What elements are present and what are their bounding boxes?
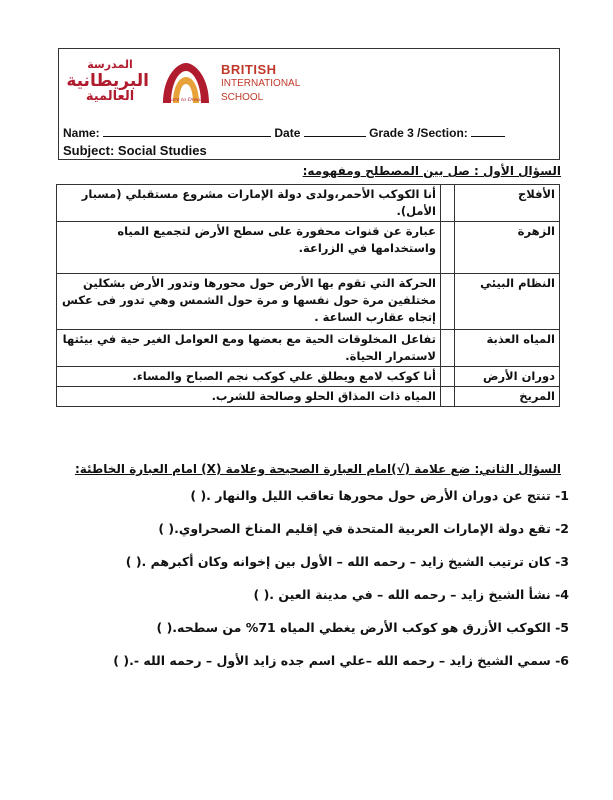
definition-cell: أنا كوكب لامع ويطلق علي كوكب نجم الصباح والمساء.	[57, 367, 441, 387]
definition-cell: تفاعل المخلوقات الحية مع بعضها ومع العوامل الغير حية في بيئتها لاستمرار الحياة.	[57, 330, 441, 367]
header-box	[58, 48, 560, 160]
header-divider	[59, 159, 559, 160]
subject-title: Subject: Social Studies	[63, 143, 207, 158]
school-logo	[66, 55, 341, 115]
definition-cell: المياه ذات المذاق الحلو وصالحة للشرب.	[57, 387, 441, 407]
student-info-line	[63, 126, 505, 140]
name-label: Name:	[63, 126, 100, 140]
emblem-motto: Dare to Dream	[167, 97, 205, 103]
school-emblem-icon	[157, 57, 215, 109]
school-name-en-line1: BRITISH	[221, 62, 277, 77]
matching-row	[57, 185, 560, 222]
grade-section-label: Grade 3 /Section:	[369, 126, 468, 140]
matching-table	[56, 184, 560, 407]
school-name-ar-line2: البريطانية	[66, 71, 149, 91]
true-false-item: 6- سمي الشيخ زايد – رحمه الله –علي اسم جده زايد الأول – رحمه الله -.( )	[113, 653, 569, 668]
true-false-item: 2- تقع دولة الإمارات العربية المتحدة في إقليم المناخ الصحراوي.( )	[158, 521, 569, 536]
matching-row	[57, 274, 560, 330]
date-blank[interactable]	[304, 126, 366, 137]
matching-gap-cell[interactable]	[441, 330, 455, 367]
matching-gap-cell[interactable]	[441, 274, 455, 330]
section-blank[interactable]	[471, 126, 505, 137]
date-label: Date	[274, 126, 301, 140]
definition-cell: الحركة التي تقوم بها الأرض حول محورها وتدور الأرض بشكلين مختلفين مرة حول نفسها و مرة حول الشمس وهي تدور فى عكس إتجاه عقارب الساعة .	[57, 274, 441, 330]
matching-row	[57, 367, 560, 387]
school-name-english	[221, 63, 300, 105]
matching-gap-cell[interactable]	[441, 185, 455, 222]
school-name-ar-line1: المدرسة	[87, 58, 133, 71]
true-false-item: 1- تنتج عن دوران الأرض حول محورها تعاقب الليل والنهار .( )	[190, 488, 569, 503]
name-blank[interactable]	[103, 126, 271, 137]
term-cell: دوران الأرض	[455, 367, 560, 387]
definition-cell: أنا الكوكب الأحمر،ولدى دولة الإمارات مشروع مستقبلي (مسبار الأمل).	[57, 185, 441, 222]
matching-row	[57, 222, 560, 274]
matching-row	[57, 330, 560, 367]
matching-gap-cell[interactable]	[441, 387, 455, 407]
term-cell: المريخ	[455, 387, 560, 407]
matching-row	[57, 387, 560, 407]
term-cell: الزهرة	[455, 222, 560, 274]
school-name-arabic	[66, 57, 149, 105]
definition-cell: عبارة عن قنوات محفورة على سطح الأرض لتجميع المياه واستخدامها في الزراعة.	[57, 222, 441, 274]
matching-gap-cell[interactable]	[441, 222, 455, 274]
school-name-ar-line3: العالمية	[85, 89, 135, 104]
true-false-list	[49, 488, 569, 686]
question1-title: السؤال الأول : صل بين المصطلح ومفهومه:	[302, 164, 561, 178]
true-false-item: 5- الكوكب الأزرق هو كوكب الأرض يغطي المياه 71% من سطحه.( )	[156, 620, 569, 635]
term-cell: النظام البيئي	[455, 274, 560, 330]
question2-title: السؤال الثاني: ضع علامة (√)امام العبارة الصحيحة وعلامة (X) امام العبارة الخاطئة:	[74, 462, 561, 476]
school-name-en-line3: SCHOOL	[221, 92, 264, 103]
term-cell: المياه العذبة	[455, 330, 560, 367]
term-cell: الأفلاج	[455, 185, 560, 222]
true-false-item: 4- نشأ الشيخ زايد – رحمه الله – في مدينة العين .( )	[253, 587, 569, 602]
matching-gap-cell[interactable]	[441, 367, 455, 387]
true-false-item: 3- كان ترتيب الشيخ زايد – رحمه الله – الأول بين إخوانه وكان أكبرهم .( )	[125, 554, 569, 569]
school-name-en-line2: INTERNATIONAL	[221, 78, 301, 89]
